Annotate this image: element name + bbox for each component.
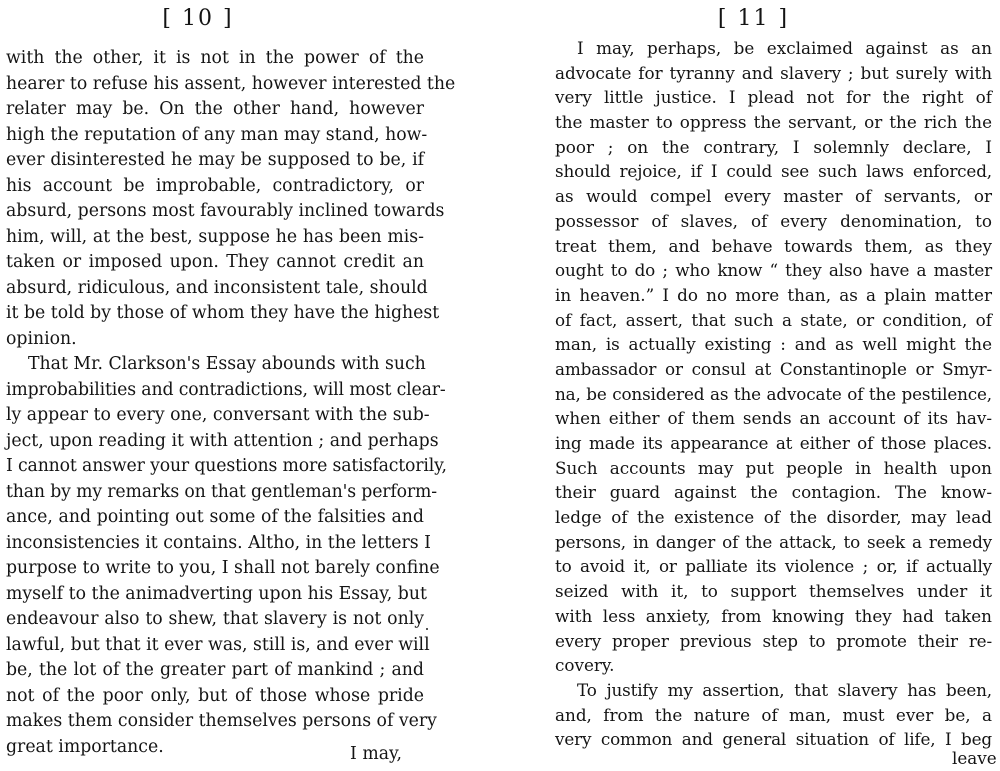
text-line: him, will, at the best, suppose he has been mis- xyxy=(6,226,424,247)
text-line: ly appear to every one, conversant with the sub- xyxy=(6,405,430,425)
page-number-right: [ 11 ] xyxy=(717,6,790,31)
text-line: I cannot answer your questions more satisfactorily, xyxy=(6,456,447,476)
text-line: to avoid it, or palliate its violence ; or, if actually xyxy=(555,556,992,577)
text-line: of fact, assert, that such a state, or condition, of xyxy=(555,309,992,330)
text-line: be, the lot of the greater part of mankind ; and xyxy=(6,660,424,680)
text-line: the master to oppress the servant, or the rich the xyxy=(555,112,992,133)
text-line: inconsistencies it contains. Altho, in the letters I xyxy=(6,532,431,553)
text-line: possessor of slaves, of every denomination, to xyxy=(555,210,992,231)
text-line: purpose to write to you, I shall not barely confine xyxy=(6,558,440,578)
text-line: poor ; on the contrary, I solemnly declare, I xyxy=(555,136,992,157)
text-line: ing made its appearance at either of those places. xyxy=(555,433,992,453)
paragraph-start-line: That Mr. Clarkson's Essay abounds with such xyxy=(28,354,426,374)
catchword-left: I may, xyxy=(350,744,402,764)
text-line: great importance. xyxy=(6,736,164,757)
text-line: his account be improbable, contradictory, or xyxy=(6,175,424,196)
text-line: than by my remarks on that gentleman's perform- xyxy=(6,481,437,502)
text-line: ledge of the existence of the disorder, may lead xyxy=(555,507,992,528)
text-line: ance, and pointing out some of the falsities and xyxy=(6,507,424,527)
text-line: treat them, and behave towards them, as they xyxy=(555,235,992,256)
text-line: should rejoice, if I could see such laws enforced, xyxy=(555,161,992,182)
left-page-text xyxy=(6,46,456,760)
text-line: absurd, persons most favourably inclined towards xyxy=(6,201,445,221)
text-line: ever disinterested he may be supposed to be, if xyxy=(6,150,424,170)
gutter-speck xyxy=(426,628,428,630)
text-line: Such accounts may put people in health upon xyxy=(555,457,992,478)
text-line: every proper previous step to promote their re- xyxy=(555,630,992,651)
text-line: na, be considered as the advocate of the pestilence, xyxy=(555,383,992,404)
page-number-left: [ 10 ] xyxy=(162,6,234,31)
text-line: covery. xyxy=(555,655,615,676)
text-line: lawful, but that it ever was, still is, and ever will xyxy=(6,634,430,655)
text-line: myself to the animadverting upon his Essay, but xyxy=(6,583,427,604)
text-line: hearer to refuse his assent, however interested the xyxy=(6,73,456,94)
text-line: with the other, it is not in the power of the xyxy=(6,48,424,68)
text-line: makes them consider themselves persons of very xyxy=(6,711,437,731)
text-line: and, from the nature of man, must ever be, a xyxy=(555,704,992,725)
text-line: high the reputation of any man may stand, how- xyxy=(6,124,428,145)
text-line: very common and general situation of life, I beg xyxy=(555,729,992,750)
text-line: ought to do ; who know “ they also have a master xyxy=(555,260,992,281)
text-line: as would compel every master of servants, or xyxy=(555,186,992,207)
catchword-right: leave xyxy=(952,748,997,768)
text-line: relater may be. On the other hand, however xyxy=(6,99,424,119)
paragraph-start-line: To justify my assertion, that slavery has been, xyxy=(577,679,992,700)
text-line: improbabilities and contradictions, will most clear- xyxy=(6,379,446,400)
paragraph-start-line: I may, perhaps, be exclaimed against as an xyxy=(577,38,992,58)
text-line: their guard against the contagion. The know- xyxy=(555,482,992,503)
text-line: in heaven.” I do no more than, as a plain matter xyxy=(555,284,992,305)
text-line: opinion. xyxy=(6,328,77,349)
text-line: when either of them sends an account of its hav- xyxy=(555,408,992,429)
text-line: with less anxiety, from knowing they had taken xyxy=(555,605,992,626)
text-line: ject, upon reading it with attention ; and perhaps xyxy=(6,430,439,451)
text-line: ambassador or consul at Constantinople or Smyr- xyxy=(555,358,992,379)
text-line: absurd, ridiculous, and inconsistent tale, should xyxy=(6,277,428,298)
right-page-text xyxy=(555,36,992,752)
text-line: endeavour also to shew, that slavery is not only xyxy=(6,609,424,629)
text-line: advocate for tyranny and slavery ; but surely with xyxy=(555,62,992,83)
text-line: seized with it, to support themselves under it xyxy=(555,581,992,602)
text-line: it be told by those of whom they have the highest xyxy=(6,303,440,323)
text-line: not of the poor only, but of those whose pride xyxy=(6,685,424,706)
text-line: persons, in danger of the attack, to seek a remedy xyxy=(555,531,992,552)
text-line: very little justice. I plead not for the right of xyxy=(555,87,992,108)
text-line: taken or imposed upon. They cannot credit an xyxy=(6,252,424,272)
text-line: man, is actually existing : and as well might the xyxy=(555,334,992,355)
